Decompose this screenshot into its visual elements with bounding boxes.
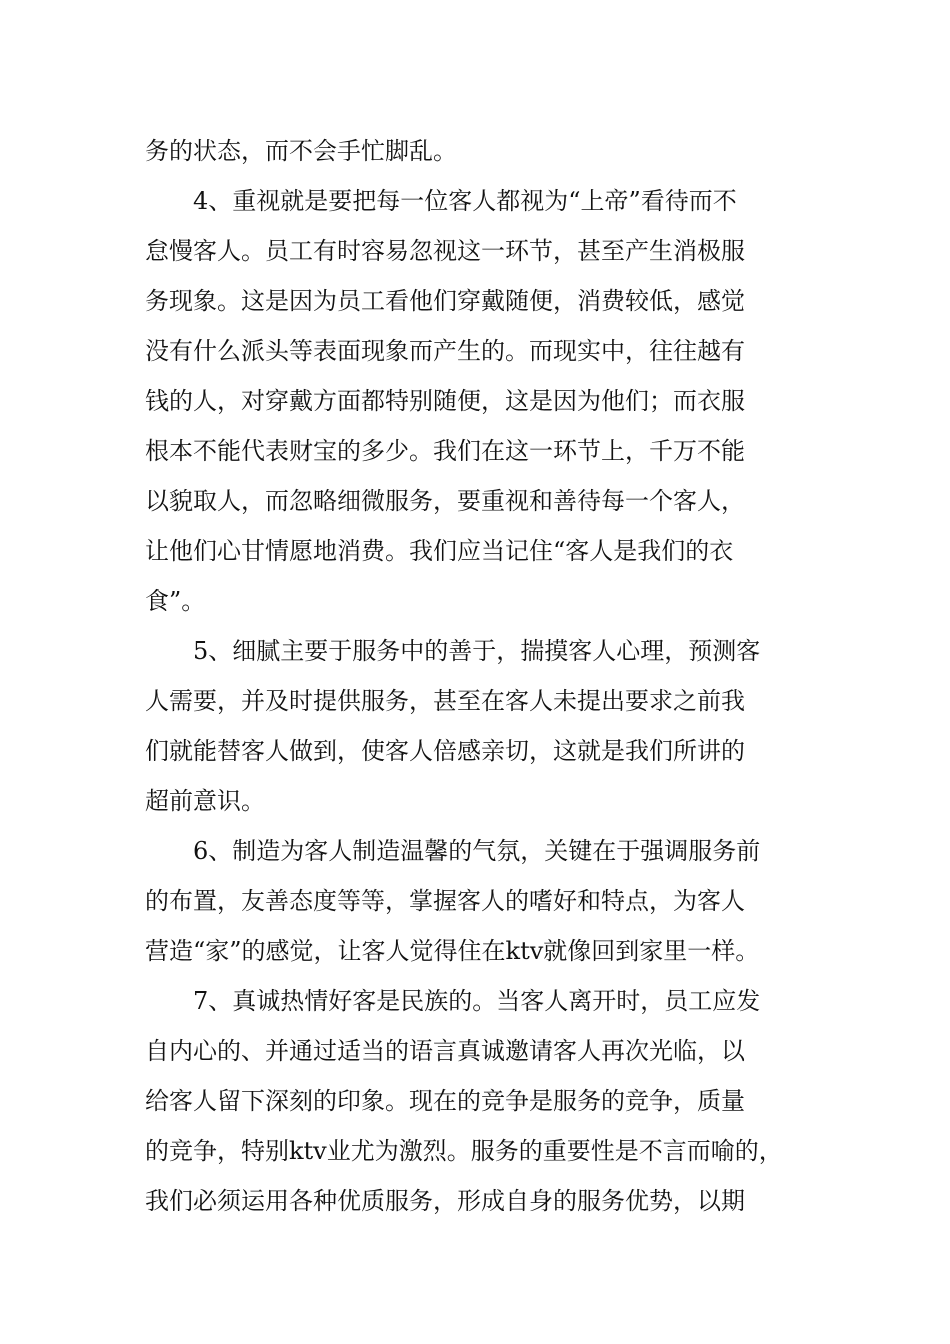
text-line-1: 务的状态，而不会手忙脚乱。 xyxy=(145,137,457,165)
paragraph-5-line-2: 人需要，并及时提供服务，甚至在客人未提出要求之前我 xyxy=(145,687,745,715)
body-text xyxy=(145,126,835,1226)
paragraph-4-line-2: 怠慢客人。员工有时容易忽视这一环节，甚至产生消极服 xyxy=(145,237,745,265)
paragraph-7-line-4: 的竞争，特别ktv业尤为激烈。服务的重要性是不言而喻的， xyxy=(145,1137,783,1165)
paragraph-6-line-2: 的布置，友善态度等等，掌握客人的嗜好和特点，为客人 xyxy=(145,887,745,915)
paragraph-4-line-1: 4、重视就是要把每一位客人都视为“上帝”看待而不 xyxy=(193,187,737,215)
paragraph-4-line-3: 务现象。这是因为员工看他们穿戴随便，消费较低，感觉 xyxy=(145,287,745,315)
paragraph-7-line-3: 给客人留下深刻的印象。现在的竞争是服务的竞争，质量 xyxy=(145,1087,745,1115)
paragraph-4-line-8: 让他们心甘情愿地消费。我们应当记住“客人是我们的衣 xyxy=(145,537,734,565)
paragraph-4-line-6: 根本不能代表财宝的多少。我们在这一环节上，千万不能 xyxy=(145,437,745,465)
paragraph-6-line-1: 6、制造为客人制造温馨的气氛，关键在于强调服务前 xyxy=(193,837,761,865)
paragraph-5-line-1: 5、细腻主要于服务中的善于，揣摸客人心理，预测客 xyxy=(193,637,761,665)
paragraph-4-line-9: 食”。 xyxy=(145,587,206,615)
paragraph-7-line-2: 自内心的、并通过适当的语言真诚邀请客人再次光临，以 xyxy=(145,1037,745,1065)
paragraph-5-line-3: 们就能替客人做到，使客人倍感亲切，这就是我们所讲的 xyxy=(145,737,745,765)
paragraph-7-line-5: 我们必须运用各种优质服务，形成自身的服务优势，以期 xyxy=(145,1187,745,1215)
paragraph-7-line-1: 7、真诚热情好客是民族的。当客人离开时，员工应发 xyxy=(193,987,761,1015)
paragraph-5-line-4: 超前意识。 xyxy=(145,787,265,815)
paragraph-4-line-7: 以貌取人，而忽略细微服务，要重视和善待每一个客人， xyxy=(145,487,745,515)
paragraph-4-line-5: 钱的人，对穿戴方面都特别随便，这是因为他们；而衣服 xyxy=(145,387,745,415)
paragraph-6-line-3: 营造“家”的感觉，让客人觉得住在ktv就像回到家里一样。 xyxy=(145,937,760,965)
paragraph-4-line-4: 没有什么派头等表面现象而产生的。而现实中，往往越有 xyxy=(145,337,745,365)
